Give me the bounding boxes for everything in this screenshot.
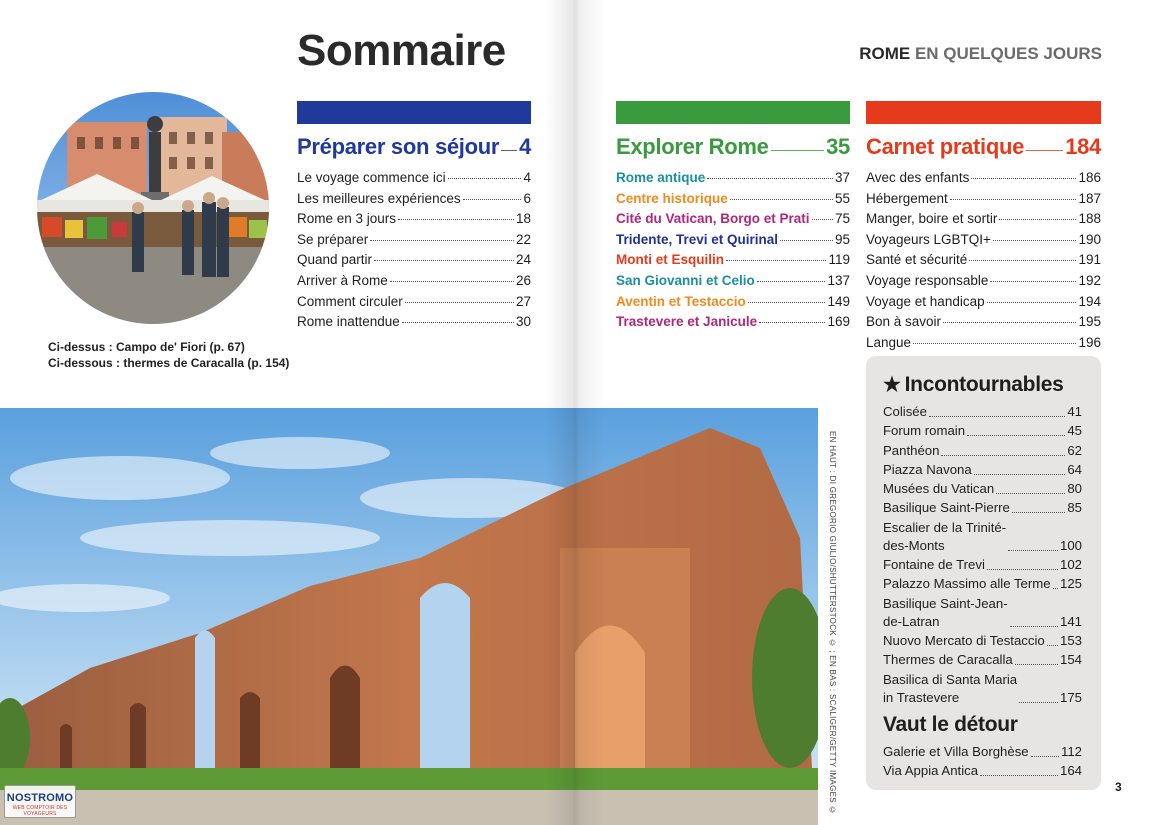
toc-entry-label: Bon à savoir — [866, 314, 942, 330]
toc-entry[interactable] — [883, 422, 1082, 440]
toc-entry-page: 175 — [1059, 689, 1082, 705]
toc-entry-label: Rome antique — [616, 170, 706, 185]
toc-entry-label: Centre historique — [616, 190, 728, 206]
toc-entry-page: 62 — [1067, 442, 1082, 458]
toc-entry-label: Galerie et Villa Borghèse — [883, 743, 1029, 759]
toc-entry[interactable] — [883, 651, 1082, 669]
dot-leader — [1047, 645, 1058, 646]
toc-entry-label: Comment circuler — [297, 293, 403, 309]
highlights-list — [883, 403, 1082, 707]
toc-entry-label: Hébergement — [866, 190, 948, 206]
section-heading[interactable] — [297, 134, 531, 160]
toc-entry[interactable] — [883, 403, 1082, 421]
toc-entry-page: 119 — [828, 252, 850, 268]
toc-entry-label: Fontaine de Trevi — [883, 557, 985, 573]
toc-entry-label: Musées du Vatican — [883, 481, 995, 497]
toc-entry-page: 100 — [1059, 537, 1082, 553]
running-head — [859, 44, 1102, 64]
toc-entry-label: Voyage et handicap — [866, 293, 985, 309]
toc-entry-page: 191 — [1078, 252, 1101, 268]
toc-entry-label: Nuovo Mercato di Testaccio — [883, 632, 1045, 648]
dot-leader — [402, 322, 514, 323]
toc-entry-page: 190 — [1078, 231, 1101, 247]
dot-leader — [969, 260, 1076, 261]
toc-entry-page: 75 — [834, 211, 850, 227]
photo-credit: EN HAUT : DI GREGORIO GIULIO/SHUTTERSTOCK © ; EN BAS : SCALIGER/GETTY IMAGES © — [828, 431, 837, 815]
section-heading[interactable] — [866, 134, 1101, 160]
toc-entry-label: Rome en 3 jours — [297, 211, 397, 227]
toc-entry-page: 80 — [1067, 481, 1082, 497]
toc-entry-label: Quand partir — [297, 252, 373, 268]
toc-entry[interactable] — [883, 480, 1082, 498]
toc-entry-label: Escalier de la Trinité- des-Monts — [883, 519, 1007, 553]
section-color-bar — [866, 101, 1101, 124]
toc-entry-label: Aventin et Testaccio — [616, 293, 746, 309]
toc-entry-page: 64 — [1067, 461, 1082, 477]
section-preparer — [297, 101, 531, 335]
dot-leader — [1012, 512, 1066, 513]
toc-entry[interactable] — [883, 671, 1082, 707]
toc-entry[interactable] — [883, 632, 1082, 650]
toc-entry-page: 45 — [1067, 423, 1082, 439]
toc-entry[interactable] — [866, 294, 1101, 315]
dot-leader — [996, 493, 1065, 494]
caption-bottom: Ci-dessous : thermes de Caracalla (p. 154) — [48, 356, 290, 370]
section-heading[interactable] — [616, 134, 850, 160]
toc-entry-label: Voyage responsable — [866, 272, 989, 288]
running-head-subtitle: EN QUELQUES JOURS — [914, 44, 1102, 63]
toc-entry-label: Langue — [866, 334, 912, 350]
toc-entry-page: 102 — [1059, 557, 1082, 573]
dot-leader — [1031, 756, 1059, 757]
box-title — [883, 372, 1082, 397]
toc-entry-label: Thermes de Caracalla — [883, 652, 1013, 668]
dot-leader — [1010, 626, 1058, 627]
running-head-city: ROME — [859, 44, 911, 63]
toc-entry[interactable] — [883, 461, 1082, 479]
toc-entry[interactable] — [616, 170, 850, 191]
section-color-bar — [616, 101, 850, 124]
toc-entry-page: 125 — [1059, 576, 1082, 592]
toc-entry[interactable] — [866, 273, 1101, 294]
toc-list — [616, 170, 850, 335]
dot-leader — [707, 178, 833, 179]
toc-entry-label: Rome inattendue — [297, 314, 400, 330]
toc-entry[interactable] — [866, 191, 1101, 212]
toc-entry-label: Les meilleures expériences — [297, 190, 461, 206]
section-page: 4 — [519, 134, 531, 159]
toc-entry[interactable] — [297, 232, 531, 253]
section-explorer — [616, 101, 850, 335]
toc-entry-label: Santé et sécurité — [866, 252, 968, 268]
star-icon: ★ — [883, 374, 901, 396]
dot-leader — [759, 322, 825, 323]
toc-entry-label: Se préparer — [297, 231, 369, 247]
toc-entry[interactable] — [616, 273, 850, 294]
toc-entry-page: 194 — [1078, 293, 1101, 309]
dot-leader — [1053, 588, 1058, 589]
dot-leader — [990, 281, 1076, 282]
toc-entry-page: 95 — [834, 231, 850, 247]
page-title: Sommaire — [297, 26, 506, 75]
section-title: Explorer Rome — [616, 134, 769, 159]
watermark-name: NOSTROMO — [6, 792, 74, 804]
toc-entry[interactable] — [883, 442, 1082, 460]
toc-entry[interactable] — [616, 314, 850, 335]
watermark-tagline: WEB COMPTOIR DES VOYAGEURS — [12, 805, 68, 817]
toc-entry-label: Via Appia Antica — [883, 762, 979, 778]
dot-leader — [974, 474, 1066, 475]
toc-entry-label: Le voyage commence ici — [297, 170, 446, 185]
dot-leader — [941, 455, 1065, 456]
dot-leader — [812, 219, 833, 220]
photo-captions — [48, 339, 289, 371]
toc-entry-page: 169 — [827, 314, 850, 330]
toc-entry[interactable] — [616, 211, 850, 232]
toc-entry[interactable] — [866, 335, 1101, 356]
toc-entry-page: 6 — [523, 190, 531, 206]
toc-entry-label: Voyageurs LGBTQI+ — [866, 231, 991, 247]
toc-entry-page: 37 — [834, 170, 850, 185]
dot-leader — [1019, 702, 1058, 703]
section-page: 184 — [1065, 134, 1101, 159]
dot-leader — [999, 219, 1076, 220]
dot-leader — [463, 199, 522, 200]
toc-entry-page: 22 — [515, 231, 531, 247]
toc-entry-label: Palazzo Massimo alle Terme — [883, 576, 1051, 592]
dot-leader — [780, 240, 833, 241]
toc-entry-label: Avec des enfants — [866, 170, 970, 185]
toc-entry-label: Basilique Saint-Pierre — [883, 500, 1010, 516]
toc-entry-label: Manger, boire et sortir — [866, 211, 998, 227]
toc-entry-label: Cité du Vatican, Borgo et Prati — [616, 211, 810, 227]
dot-leader — [950, 199, 1077, 200]
leader-line — [501, 150, 517, 151]
toc-entry-page: 4 — [523, 170, 531, 185]
toc-entry-page: 153 — [1059, 632, 1082, 648]
dot-leader — [757, 281, 826, 282]
toc-entry[interactable] — [866, 232, 1101, 253]
dot-leader — [971, 178, 1076, 179]
toc-entry-page: 26 — [515, 272, 531, 288]
dot-leader — [1015, 664, 1058, 665]
dot-leader — [943, 322, 1076, 323]
toc-entry-label: Panthéon — [883, 442, 940, 458]
dot-leader — [370, 240, 514, 241]
toc-entry-label: Piazza Navona — [883, 461, 972, 477]
section-page: 35 — [826, 134, 850, 159]
toc-entry[interactable] — [616, 252, 850, 273]
toc-entry[interactable] — [297, 170, 531, 191]
toc-entry[interactable] — [883, 519, 1082, 555]
toc-entry-page: 196 — [1078, 334, 1101, 350]
section-color-bar — [297, 101, 531, 124]
toc-entry[interactable] — [883, 556, 1082, 574]
campo-de-fiori-photo — [37, 92, 269, 324]
caption-top: Ci-dessus : Campo de' Fiori (p. 67) — [48, 340, 245, 354]
dot-leader — [726, 260, 826, 261]
toc-entry-label: Tridente, Trevi et Quirinal — [616, 231, 779, 247]
toc-entry-page: 18 — [515, 211, 531, 227]
toc-entry[interactable] — [866, 211, 1101, 232]
toc-entry[interactable] — [616, 294, 850, 315]
toc-entry[interactable] — [616, 191, 850, 212]
toc-entry[interactable] — [866, 314, 1101, 335]
toc-entry[interactable] — [297, 211, 531, 232]
toc-entry-page: 195 — [1078, 314, 1101, 330]
leader-line — [1026, 150, 1063, 151]
leader-line — [771, 150, 825, 151]
toc-entry-page: 55 — [834, 190, 850, 206]
box-subtitle: Vaut le détour — [883, 712, 1018, 736]
toc-list — [297, 170, 531, 335]
toc-entry[interactable] — [297, 252, 531, 273]
toc-entry[interactable] — [297, 273, 531, 294]
toc-entry[interactable] — [883, 499, 1082, 517]
dot-leader — [748, 302, 826, 303]
dot-leader — [730, 199, 833, 200]
toc-entry-label: Trastevere et Janicule — [616, 314, 758, 330]
toc-entry-page: 187 — [1078, 190, 1101, 206]
toc-entry-page: 141 — [1059, 613, 1082, 629]
toc-entry-label: Basilique Saint-Jean- de-Latran — [883, 595, 1008, 629]
toc-entry-label: Colisée — [883, 404, 927, 419]
toc-entry-label: San Giovanni et Celio — [616, 272, 755, 288]
dot-leader — [374, 260, 514, 261]
toc-entry-label: Arriver à Rome — [297, 272, 388, 288]
toc-entry[interactable] — [883, 762, 1082, 780]
toc-entry[interactable] — [883, 575, 1082, 593]
dot-leader — [987, 569, 1058, 570]
toc-entry-page: 137 — [827, 272, 850, 288]
section-carnet — [866, 101, 1101, 355]
toc-entry[interactable] — [297, 314, 531, 335]
toc-entry[interactable] — [297, 191, 531, 212]
toc-entry-page: 112 — [1060, 743, 1082, 759]
toc-entry[interactable] — [866, 170, 1101, 191]
toc-entry-page: 41 — [1067, 404, 1082, 419]
toc-entry-page: 85 — [1067, 500, 1082, 516]
toc-entry[interactable] — [616, 232, 850, 253]
toc-entry[interactable] — [883, 743, 1082, 761]
dot-leader — [913, 343, 1076, 344]
toc-entry[interactable] — [866, 252, 1101, 273]
toc-list — [866, 170, 1101, 355]
toc-entry-page: 192 — [1078, 272, 1101, 288]
dot-leader — [980, 775, 1058, 776]
dot-leader — [987, 302, 1077, 303]
dot-leader — [967, 435, 1065, 436]
dot-leader — [405, 302, 514, 303]
page-number: 3 — [1115, 780, 1122, 794]
dot-leader — [448, 178, 522, 179]
toc-entry[interactable] — [883, 595, 1082, 631]
toc-entry-label: Basilica di Santa Maria in Trastevere — [883, 671, 1018, 705]
toc-entry-page: 149 — [827, 293, 850, 309]
section-title: Préparer son séjour — [297, 134, 500, 159]
toc-entry-page: 188 — [1078, 211, 1101, 227]
caracalla-photo — [0, 408, 818, 825]
dot-leader — [929, 416, 1065, 417]
dot-leader — [398, 219, 514, 220]
toc-entry-page: 24 — [515, 252, 531, 268]
toc-entry-page: 30 — [515, 314, 531, 330]
detour-list — [883, 743, 1082, 780]
toc-entry[interactable] — [297, 294, 531, 315]
dot-leader — [1008, 550, 1058, 551]
toc-entry-label: Forum romain — [883, 423, 966, 439]
toc-entry-page: 186 — [1078, 170, 1101, 185]
incontournables-box — [866, 356, 1101, 790]
toc-entry-page: 154 — [1059, 652, 1082, 668]
toc-entry-label: Monti et Esquilin — [616, 252, 724, 268]
toc-entry-page: 27 — [515, 293, 531, 309]
dot-leader — [390, 281, 514, 282]
section-title: Carnet pratique — [866, 134, 1025, 159]
dot-leader — [993, 240, 1077, 241]
toc-entry-page: 164 — [1059, 762, 1082, 778]
box-title-text: Incontournables — [904, 372, 1064, 396]
nostromo-watermark — [4, 785, 76, 818]
